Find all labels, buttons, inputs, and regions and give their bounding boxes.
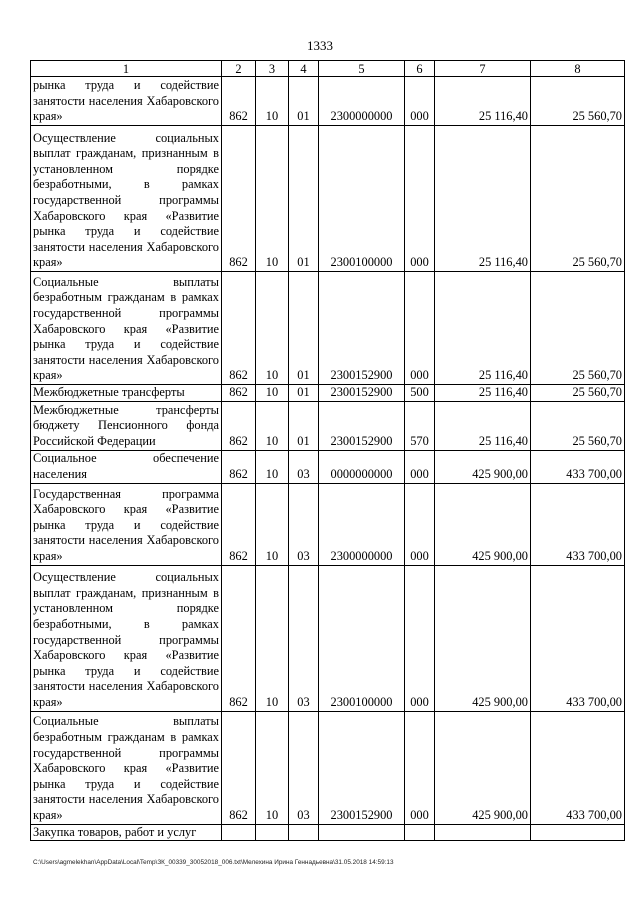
row-subsection: 03 bbox=[289, 450, 319, 483]
row-code: 862 bbox=[222, 77, 256, 126]
row-type: 000 bbox=[405, 272, 435, 385]
table-row bbox=[31, 711, 625, 824]
row-code: 862 bbox=[222, 450, 256, 483]
header-cell: 8 bbox=[531, 61, 625, 77]
row-amount-1: 425 900,00 bbox=[435, 565, 531, 711]
table-row bbox=[31, 77, 625, 126]
header-row bbox=[31, 61, 625, 77]
row-type: 000 bbox=[405, 450, 435, 483]
row-type: 000 bbox=[405, 483, 435, 565]
row-subsection: 01 bbox=[289, 77, 319, 126]
row-amount-2: 25 560,70 bbox=[531, 126, 625, 272]
row-target: 2300000000 bbox=[319, 77, 405, 126]
row-amount-2: 433 700,00 bbox=[531, 565, 625, 711]
row-section: 10 bbox=[256, 483, 289, 565]
row-target: 2300000000 bbox=[319, 483, 405, 565]
table-row bbox=[31, 450, 625, 483]
row-target: 2300100000 bbox=[319, 126, 405, 272]
row-code: 862 bbox=[222, 565, 256, 711]
row-type: 000 bbox=[405, 711, 435, 824]
row-section: 10 bbox=[256, 401, 289, 450]
row-section: 10 bbox=[256, 385, 289, 402]
row-type: 000 bbox=[405, 126, 435, 272]
row-code: 862 bbox=[222, 711, 256, 824]
header-cell: 7 bbox=[435, 61, 531, 77]
row-amount-1: 25 116,40 bbox=[435, 385, 531, 402]
row-code: 862 bbox=[222, 483, 256, 565]
row-amount-2: 25 560,70 bbox=[531, 385, 625, 402]
table-row bbox=[31, 565, 625, 711]
header-cell: 1 bbox=[31, 61, 222, 77]
row-code: 862 bbox=[222, 401, 256, 450]
row-type: 570 bbox=[405, 401, 435, 450]
header-cell: 6 bbox=[405, 61, 435, 77]
row-code: 862 bbox=[222, 272, 256, 385]
row-section: 10 bbox=[256, 711, 289, 824]
row-amount-2: 433 700,00 bbox=[531, 711, 625, 824]
table-row bbox=[31, 401, 625, 450]
row-section: 10 bbox=[256, 272, 289, 385]
row-description: Социальные выплаты безработным гражданам в рамках государственной программы Хабаровского края «Развитие рынка труда и содействие занятости населения Хабаровского края» bbox=[31, 272, 222, 385]
row-target: 2300152900 bbox=[319, 272, 405, 385]
row-section bbox=[256, 824, 289, 841]
row-description: Социальное обеспечение населения bbox=[31, 450, 222, 483]
row-code: 862 bbox=[222, 126, 256, 272]
row-amount-1: 425 900,00 bbox=[435, 711, 531, 824]
row-target: 2300100000 bbox=[319, 565, 405, 711]
file-path-footer: C:\Users\agmelekhan\AppData\Local\Temp\ЗК_00339_30052018_006.txt\Мелехина Ирина Геннадьевна\31.05.2018 14:59:13 bbox=[33, 859, 394, 866]
row-amount-2: 25 560,70 bbox=[531, 272, 625, 385]
row-amount-2: 433 700,00 bbox=[531, 483, 625, 565]
row-description: Закупка товаров, работ и услуг bbox=[31, 824, 222, 841]
row-section: 10 bbox=[256, 126, 289, 272]
row-code bbox=[222, 824, 256, 841]
header-cell: 5 bbox=[319, 61, 405, 77]
row-amount-1: 25 116,40 bbox=[435, 126, 531, 272]
row-description: Государственная программа Хабаровского края «Развитие рынка труда и содействие занятости населения Хабаровского края» bbox=[31, 483, 222, 565]
table-row bbox=[31, 385, 625, 402]
row-type: 000 bbox=[405, 565, 435, 711]
header-cell: 2 bbox=[222, 61, 256, 77]
row-description: Межбюджетные трансферты бюджету Пенсионного фонда Российской Федерации bbox=[31, 401, 222, 450]
table-row bbox=[31, 824, 625, 841]
row-target: 2300152900 bbox=[319, 711, 405, 824]
row-subsection: 01 bbox=[289, 126, 319, 272]
table-row bbox=[31, 126, 625, 272]
row-code: 862 bbox=[222, 385, 256, 402]
row-subsection: 03 bbox=[289, 483, 319, 565]
row-description: Осуществление социальных выплат гражданам, признанным в установленном порядке безработными, в рамках государственной программы Хабаровского края «Развитие рынка труда и содействие занятости населения Хабаровского края» bbox=[31, 565, 222, 711]
row-amount-1: 425 900,00 bbox=[435, 483, 531, 565]
row-subsection: 03 bbox=[289, 565, 319, 711]
budget-table bbox=[30, 60, 625, 841]
row-amount-1: 425 900,00 bbox=[435, 450, 531, 483]
table-row bbox=[31, 483, 625, 565]
page-number: 1333 bbox=[307, 38, 333, 53]
row-type bbox=[405, 824, 435, 841]
row-subsection: 01 bbox=[289, 272, 319, 385]
table-row bbox=[31, 272, 625, 385]
row-amount-1: 25 116,40 bbox=[435, 77, 531, 126]
row-target: 2300152900 bbox=[319, 401, 405, 450]
header-cell: 4 bbox=[289, 61, 319, 77]
row-amount-2: 25 560,70 bbox=[531, 77, 625, 126]
row-subsection: 01 bbox=[289, 385, 319, 402]
row-amount-2: 433 700,00 bbox=[531, 450, 625, 483]
row-amount-1: 25 116,40 bbox=[435, 401, 531, 450]
row-section: 10 bbox=[256, 565, 289, 711]
row-target: 0000000000 bbox=[319, 450, 405, 483]
row-type: 000 bbox=[405, 77, 435, 126]
row-target: 2300152900 bbox=[319, 385, 405, 402]
row-description: Осуществление социальных выплат гражданам, признанным в установленном порядке безработными, в рамках государственной программы Хабаровского края «Развитие рынка труда и содействие занятости населения Хабаровского края» bbox=[31, 126, 222, 272]
row-amount-1: 25 116,40 bbox=[435, 272, 531, 385]
row-description: рынка труда и содействие занятости населения Хабаровского края» bbox=[31, 77, 222, 126]
row-type: 500 bbox=[405, 385, 435, 402]
row-subsection bbox=[289, 824, 319, 841]
row-description: Межбюджетные трансферты bbox=[31, 385, 222, 402]
header-cell: 3 bbox=[256, 61, 289, 77]
row-section: 10 bbox=[256, 77, 289, 126]
row-target bbox=[319, 824, 405, 841]
row-amount-1 bbox=[435, 824, 531, 841]
row-subsection: 01 bbox=[289, 401, 319, 450]
row-description: Социальные выплаты безработным гражданам в рамках государственной программы Хабаровского края «Развитие рынка труда и содействие занятости населения Хабаровского края» bbox=[31, 711, 222, 824]
row-section: 10 bbox=[256, 450, 289, 483]
row-amount-2: 25 560,70 bbox=[531, 401, 625, 450]
row-amount-2 bbox=[531, 824, 625, 841]
row-subsection: 03 bbox=[289, 711, 319, 824]
